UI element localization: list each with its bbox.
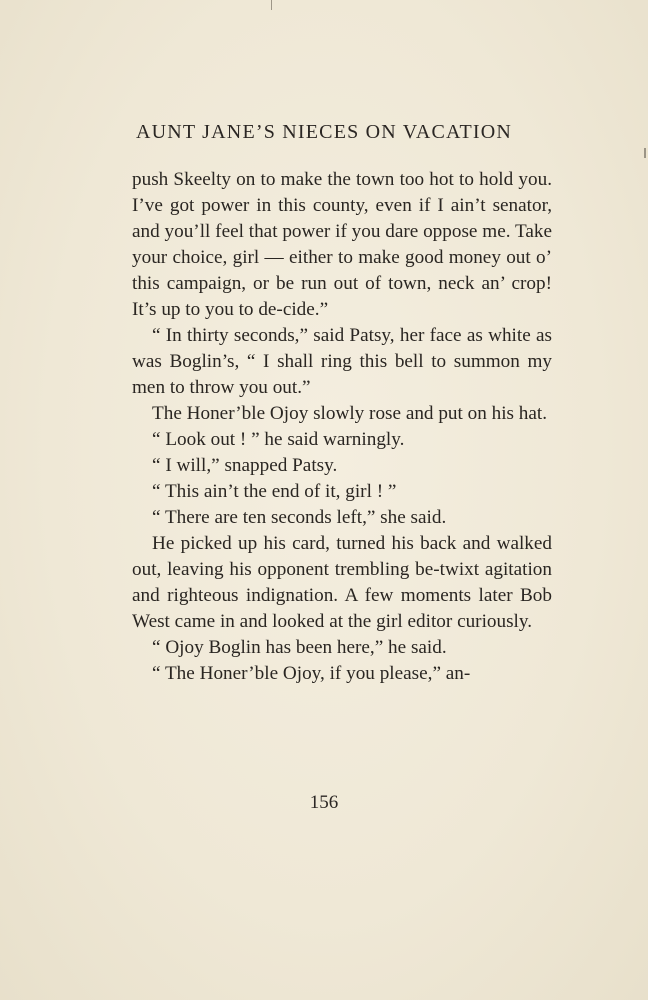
body-text [132,167,552,687]
page-number: 156 [309,792,339,813]
paragraph: “ Look out ! ” he said warningly. [152,429,405,450]
paragraph: He picked up his card, turned his back and walked out, leaving his opponent trembling be-twixt agitation and righteous indignation. A few moments later Bob West came in and looked at the girl editor curiously. [132,533,552,632]
paragraph: “ Ojoy Boglin has been here,” he said. [152,637,447,658]
paragraph: “ I will,” snapped Patsy. [152,455,338,476]
paragraph: “ In thirty seconds,” said Patsy, her face as white as was Boglin’s, “ I shall ring this bell to summon my men to throw you out.” [132,325,552,398]
scan-mark-top [271,0,272,10]
paragraph: The Honer’ble Ojoy slowly rose and put on his hat. [152,403,548,424]
running-head: AUNT JANE’S NIECES ON VACATION [135,121,513,143]
paragraph: “ There are ten seconds left,” she said. [152,507,447,528]
paragraph: push Skeelty on to make the town too hot to hold you. I’ve got power in this county, even if I ain’t senator, and you’ll feel that power if you dare oppose me. Take your choice, girl — either to make good money out o’ this campaign, or be run out of town, neck an’ crop! It’s up to you to de-cide.” [132,169,552,320]
paragraph: “ This ain’t the end of it, girl ! ” [152,481,397,502]
paragraph: “ The Honer’ble Ojoy, if you please,” an- [152,663,471,684]
scan-mark-right [644,148,646,158]
